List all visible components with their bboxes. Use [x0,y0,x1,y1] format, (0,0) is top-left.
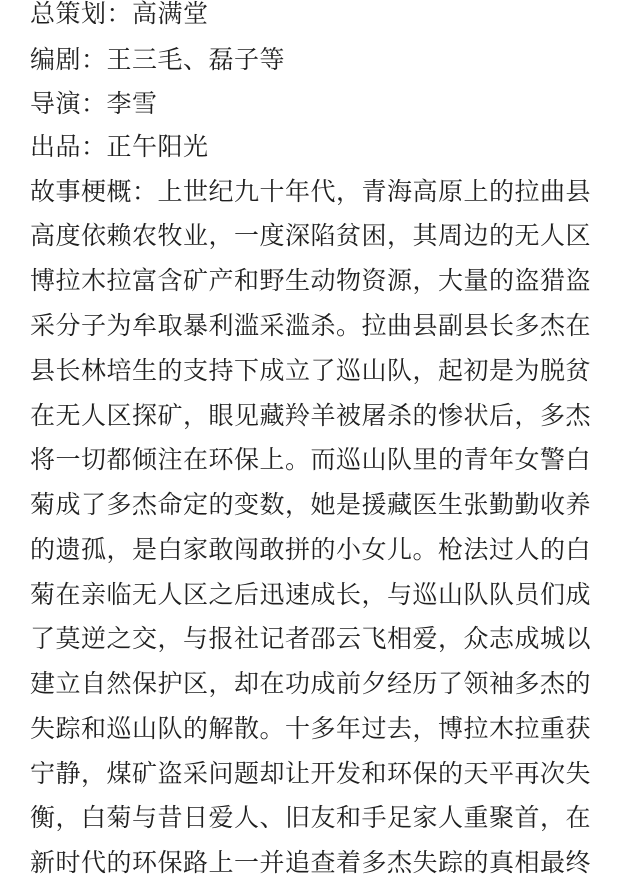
credit-director: 导演：李雪 [30,89,158,118]
synopsis-line: 宁静，煤矿盗采问题却让开发和环保的天平再次失 [30,759,592,788]
synopsis-line: 故事梗概：上世纪九十年代，青海高原上的拉曲县 [30,177,592,206]
synopsis-line: 博拉木拉富含矿产和野生动物资源，大量的盗猎盗 [30,266,592,295]
synopsis-line: 采分子为牟取暴利滥采滥杀。拉曲县副县长多杰在 [30,311,592,340]
credit-studio: 出品：正午阳光 [30,132,209,161]
synopsis-line: 了莫逆之交，与报社记者邵云飞相爱，众志成城以 [30,624,592,653]
synopsis-line: 县长林培生的支持下成立了巡山队，起初是为脱贫 [30,356,592,385]
synopsis-line: 建立自然保护区，却在功成前夕经历了领袖多杰的 [30,669,592,698]
synopsis-line: 将一切都倾注在环保上。而巡山队里的青年女警白 [30,445,592,474]
synopsis-line: 菊在亲临无人区之后迅速成长，与巡山队队员们成 [30,580,592,609]
synopsis-line: 新时代的环保路上一并追查着多杰失踪的真相最终 [30,848,592,877]
credit-producer: 总策划：高满堂 [30,0,209,28]
synopsis-line: 菊成了多杰命定的变数，她是援藏医生张勤勤收养 [30,490,592,519]
credit-writers: 编剧：王三毛、磊子等 [30,45,286,74]
synopsis-line: 的遗孤，是白家敢闯敢拼的小女儿。枪法过人的白 [30,535,592,564]
synopsis-line: 在无人区探矿，眼见藏羚羊被屠杀的惨状后，多杰 [30,401,592,430]
synopsis-line: 衡，白菊与昔日爱人、旧友和手足家人重聚首，在 [30,803,592,832]
synopsis-line: 高度依赖农牧业，一度深陷贫困，其周边的无人区 [30,221,592,250]
synopsis-line: 失踪和巡山队的解散。十多年过去，博拉木拉重获 [30,714,592,743]
